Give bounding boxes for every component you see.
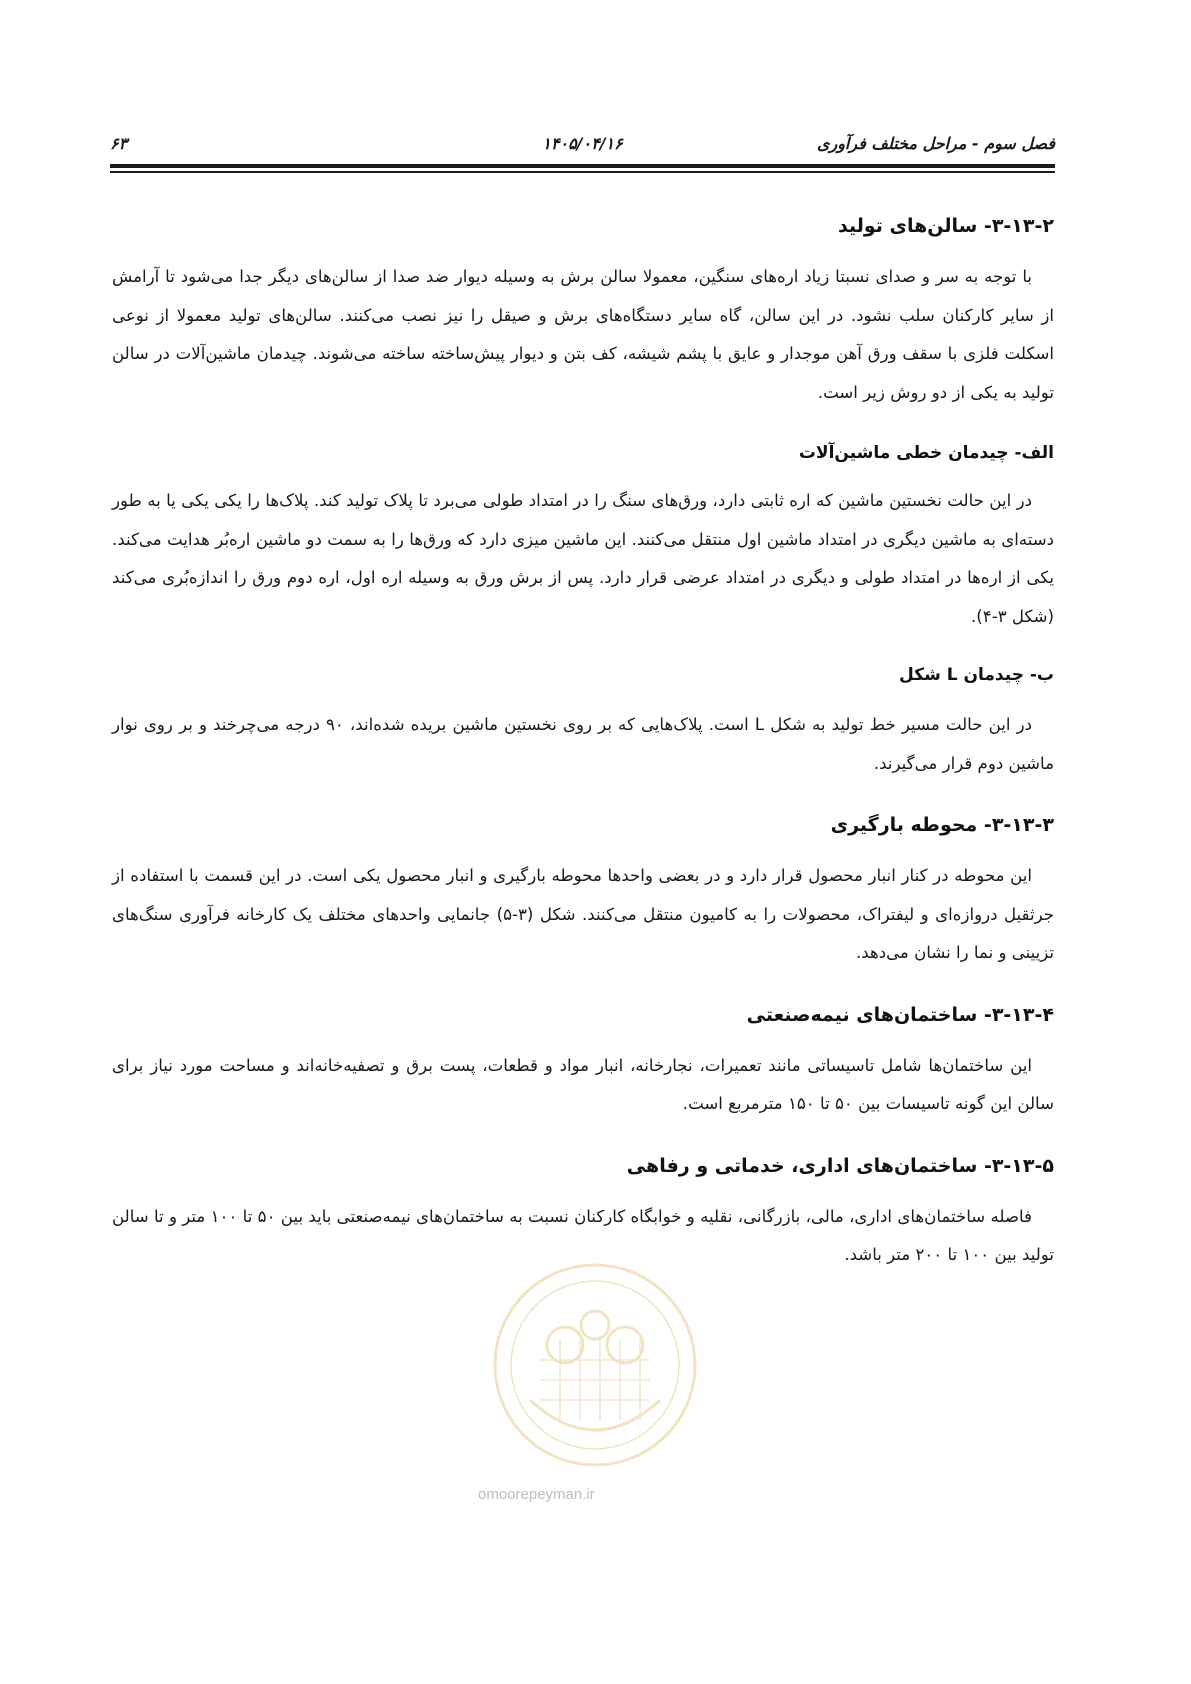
page-header	[110, 128, 1055, 158]
subheading-l-layout: ب- چیدمان L شکل	[899, 665, 1054, 685]
header-rule-thin	[110, 171, 1055, 173]
section-heading-production-halls: ۳-۱۳-۲- سالن‌های تولید	[838, 215, 1054, 237]
section-heading-loading-area: ۳-۱۳-۳- محوطه بارگیری	[830, 814, 1054, 836]
seal-logo-icon	[470, 1250, 720, 1480]
paragraph-semi-industrial: این ساختمان‌ها شامل تاسیساتی مانند تعمیرات، نجارخانه، انبار مواد و قطعات، پست برق و تصفیه‌خانه‌اند و مساحت مورد نیاز برای سالن این گونه تاسیسات بین ۵۰ تا ۱۵۰ مترمربع است.	[112, 1055, 1054, 1113]
header-rule-thick	[110, 164, 1055, 168]
watermark-url: omoorepeyman.ir	[478, 1486, 595, 1503]
page-body	[112, 212, 1054, 1275]
page-number: ۶۳	[110, 134, 128, 153]
header-date: ۱۴۰۵/۰۴/۱۶	[542, 134, 623, 153]
paragraph-l-layout: در این حالت مسیر خط تولید به شکل L است. پلاک‌هایی که بر روی نخستین ماشین بریده شده‌اند، ۹۰ درجه می‌چرخند و بر روی نوار ماشین دوم قرار می‌گیرند.	[112, 715, 1054, 773]
chapter-title: فصل سوم - مراحل مختلف فرآوری	[816, 134, 1055, 153]
section-heading-office-buildings: ۳-۱۳-۵- ساختمان‌های اداری، خدماتی و رفاهی	[626, 1154, 1054, 1177]
section-heading-semi-industrial: ۳-۱۳-۴- ساختمان‌های نیمه‌صنعتی	[746, 1003, 1054, 1026]
subheading-linear-layout: الف- چیدمان خطی ماشین‌آلات	[798, 443, 1054, 463]
paragraph-loading-area: این محوطه در کنار انبار محصول قرار دارد و در بعضی واحدها محوطه بارگیری و انبار محصول یکی است. در این قسمت با استفاده از جرثقیل دروازه‌ای و لیفتراک، محصولات را به کامیون منتقل می‌کنند. شکل (۳-۵) جانمایی واحدهای مختلف یک کارخانه فرآوری سنگ‌های تزیینی و نما را نشان می‌دهد.	[112, 866, 1054, 962]
paragraph-office-buildings: فاصله ساختمان‌های اداری، مالی، بازرگانی، نقلیه و خوابگاه کارکنان نسبت به ساختمان‌های نیمه‌صنعتی باید بین ۵۰ تا ۱۰۰ متر و تا سالن تولید بین ۱۰۰ تا ۲۰۰ متر باشد.	[112, 1206, 1054, 1264]
paragraph-production-halls: با توجه به سر و صدای نسبتا زیاد اره‌های سنگین، معمولا سالن برش به وسیله دیوار ضد صدا از سالن‌های دیگر جدا می‌شود تا آرامش از سایر کارکنان سلب نشود. در این سالن، گاه سایر دستگاه‌های برش و صیقل را نیز نصب می‌کنند. سالن‌های تولید معمولا از نوعی اسکلت فلزی با سقف ورق آهن موجدار و عایق با پشم شیشه، کف بتن و دیوار پیش‌ساخته ساخته می‌شوند. چیدمان ماشین‌آلات در سالن تولید به یکی از دو روش زیر است.	[112, 267, 1054, 402]
paragraph-linear-layout: در این حالت نخستین ماشین که اره ثابتی دارد، ورق‌های سنگ را در امتداد طولی می‌برد تا پلاک تولید کند. پلاک‌ها را یکی یکی یا به طور دسته‌ای به ماشین دیگری در امتداد ماشین اول منتقل می‌کنند. این ماشین میزی دارد که ورق‌ها را به سمت دو ماشین اره‌بُر هدایت می‌کند. یکی از اره‌ها در امتداد طولی و دیگری در امتداد عرضی قرار دارد. پس از برش ورق به وسیله اره اول، اره دوم ورق را اندازه‌بُری می‌کند (شکل ۳-۴).	[112, 491, 1054, 626]
